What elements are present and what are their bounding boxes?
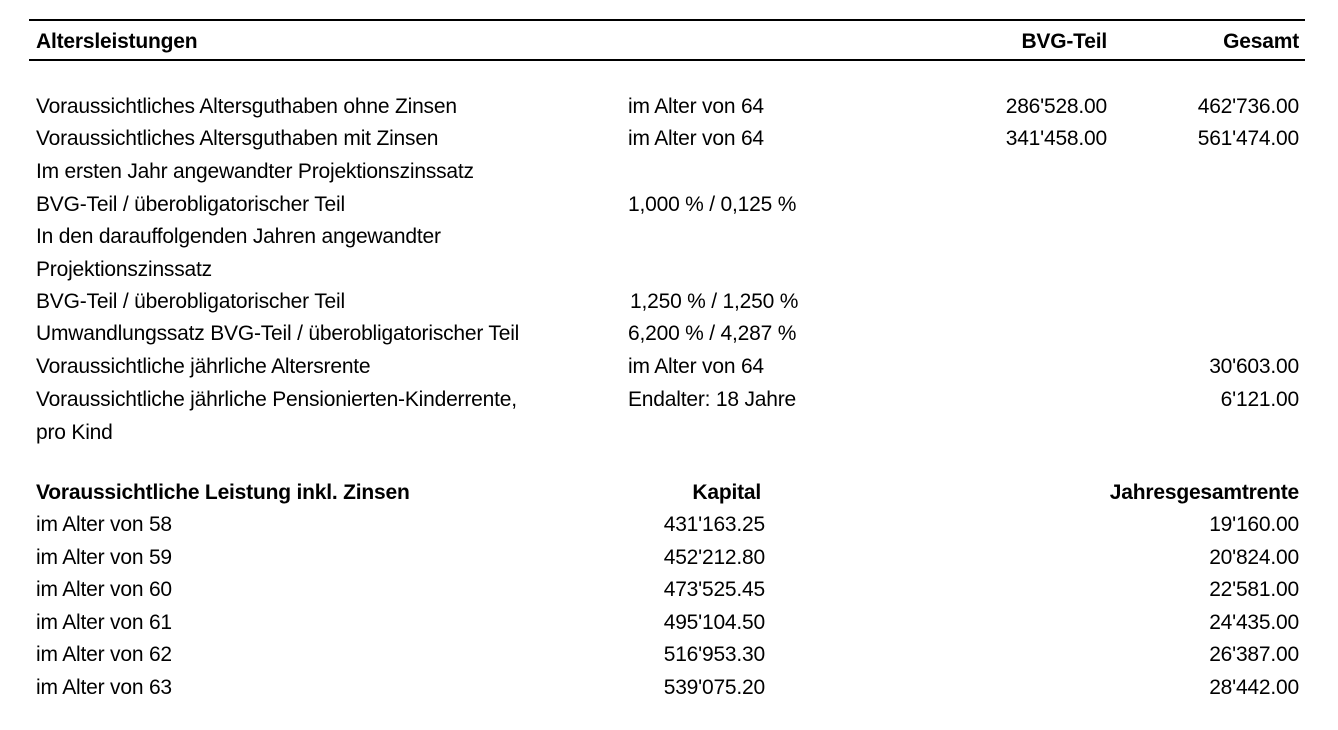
top-rule (29, 19, 1305, 21)
projection-row (0, 509, 1338, 541)
row-label: Im ersten Jahr angewandter Projektionszinssatz (36, 160, 474, 183)
table-row (0, 384, 1338, 416)
projection-kapital: 452'212.80 (663, 546, 765, 569)
section-title: Altersleistungen (36, 30, 198, 53)
row-age: im Alter von 64 (628, 355, 764, 378)
table-row (0, 189, 1338, 221)
projection-rente: 24'435.00 (1209, 611, 1299, 634)
projection-row (0, 607, 1338, 639)
projection-row (0, 574, 1338, 606)
projection-age: im Alter von 62 (36, 643, 172, 666)
row-age: im Alter von 64 (628, 127, 764, 150)
row-rate: 1,000 % / 0,125 % (628, 193, 797, 216)
projection-title: Voraussichtliche Leistung inkl. Zinsen (36, 481, 410, 504)
row-label: BVG-Teil / überobligatorischer Teil (36, 193, 345, 216)
projection-row (0, 672, 1338, 704)
row-bvg-value: 286'528.00 (1005, 95, 1107, 118)
projection-kapital: 539'075.20 (663, 676, 765, 699)
row-label: Voraussichtliches Altersguthaben ohne Zinsen (36, 95, 457, 118)
projection-row (0, 639, 1338, 671)
header-rule (29, 59, 1305, 61)
column-header-jahresgesamtrente: Jahresgesamtrente (1109, 481, 1299, 504)
projection-rente: 20'824.00 (1209, 546, 1299, 569)
row-label: Umwandlungssatz BVG-Teil / überobligatorischer Teil (36, 322, 520, 345)
projection-kapital: 473'525.45 (663, 578, 765, 601)
column-header-gesamt: Gesamt (1223, 30, 1299, 53)
table-row (0, 254, 1338, 286)
projection-age: im Alter von 60 (36, 578, 172, 601)
table-row (0, 156, 1338, 188)
row-end-age: Endalter: 18 Jahre (628, 388, 797, 411)
row-label: Projektionszinssatz (36, 258, 212, 281)
table-row (0, 91, 1338, 123)
row-label: Voraussichtliche jährliche Altersrente (36, 355, 371, 378)
section-header (0, 26, 1338, 58)
column-header-kapital: Kapital (692, 481, 761, 504)
row-bvg-value: 341'458.00 (1005, 127, 1107, 150)
projection-kapital: 516'953.30 (663, 643, 765, 666)
table-row (0, 221, 1338, 253)
table-row (0, 318, 1338, 350)
row-gesamt-value: 561'474.00 (1197, 127, 1299, 150)
table-row (0, 286, 1338, 318)
projection-age: im Alter von 59 (36, 546, 172, 569)
projection-age: im Alter von 58 (36, 513, 172, 536)
row-rate: 6,200 % / 4,287 % (628, 322, 797, 345)
row-age: im Alter von 64 (628, 95, 764, 118)
row-label: Voraussichtliches Altersguthaben mit Zinsen (36, 127, 439, 150)
row-gesamt-value: 462'736.00 (1197, 95, 1299, 118)
projection-rente: 22'581.00 (1209, 578, 1299, 601)
projection-kapital: 495'104.50 (663, 611, 765, 634)
row-gesamt-value: 30'603.00 (1209, 355, 1299, 378)
row-label: pro Kind (36, 421, 113, 444)
projection-rente: 19'160.00 (1209, 513, 1299, 536)
row-gesamt-value: 6'121.00 (1220, 388, 1299, 411)
table-row (0, 417, 1338, 449)
projection-age: im Alter von 63 (36, 676, 172, 699)
projection-row (0, 542, 1338, 574)
projection-rente: 26'387.00 (1209, 643, 1299, 666)
column-header-bvg: BVG-Teil (1021, 30, 1107, 53)
table-row (0, 123, 1338, 155)
row-label: Voraussichtliche jährliche Pensionierten-Kinderrente, (36, 388, 517, 411)
projection-header (0, 477, 1338, 509)
row-label: In den darauffolgenden Jahren angewandter (36, 225, 441, 248)
table-row (0, 351, 1338, 383)
projection-kapital: 431'163.25 (663, 513, 765, 536)
row-rate: 1,250 % / 1,250 % (630, 290, 799, 313)
projection-rente: 28'442.00 (1209, 676, 1299, 699)
row-label: BVG-Teil / überobligatorischer Teil (36, 290, 345, 313)
projection-age: im Alter von 61 (36, 611, 172, 634)
